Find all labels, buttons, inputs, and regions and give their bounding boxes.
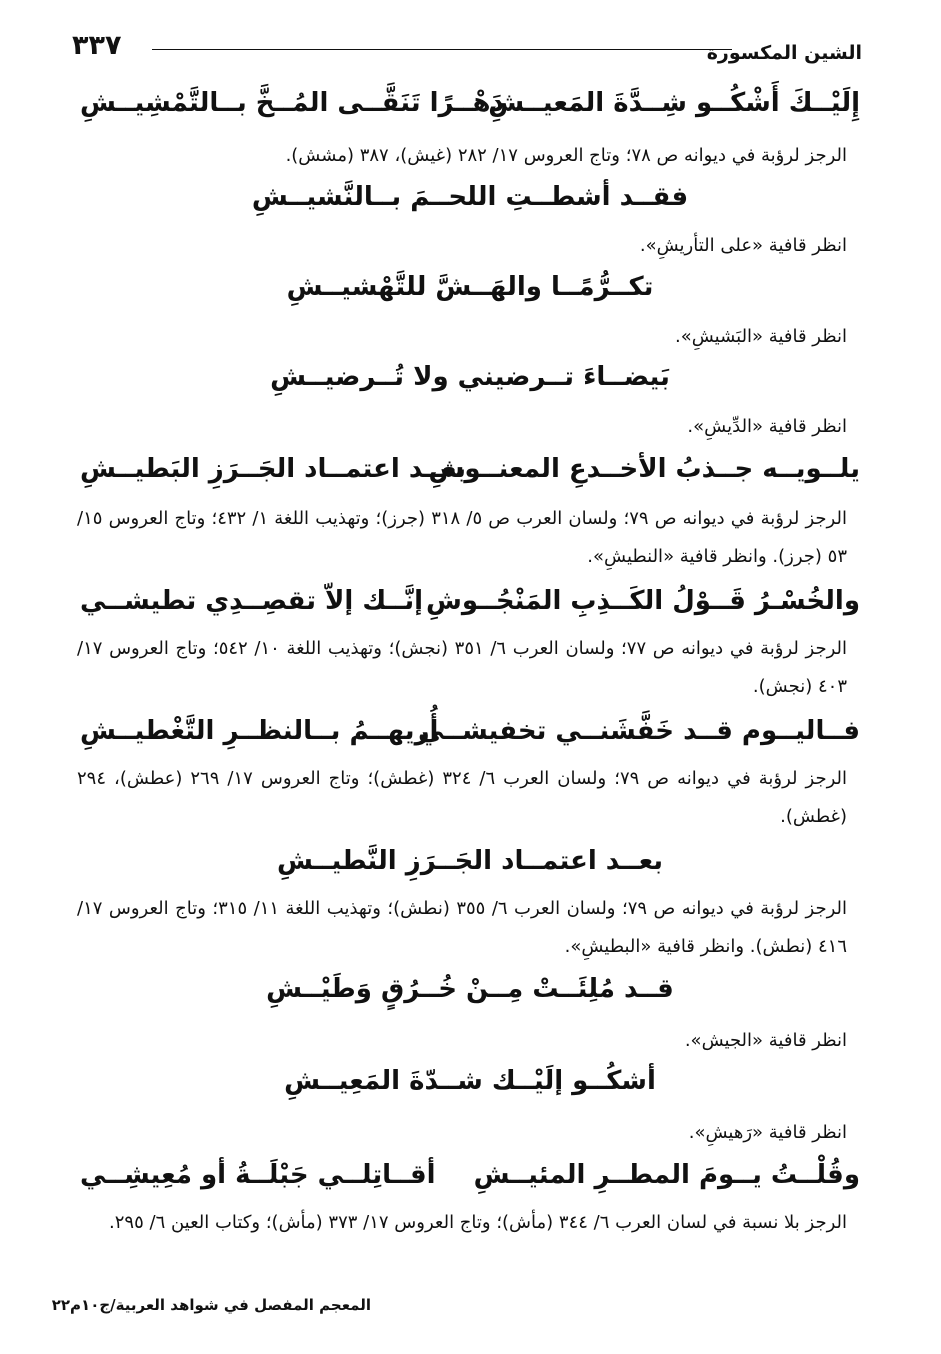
verse-line: تكــرُّمًــا والهَــشَّ للتَّهْشيــشِ <box>286 272 654 302</box>
citation-note: الرجز لرؤبة في ديوانه ص ٧٩؛ ولسان العرب ٦/ ٣٢٤ (غطش)؛ وتاج العروس ١٧/ ٢٦٩ (عطش)، ٢٩٤ (غطش). <box>77 768 847 827</box>
cross-reference-note: انظر قافية «على التأريشِ». <box>639 235 847 256</box>
first-hemistich: والخُسْـرُ قَــوْلُ الكَــذِبِ المَنْجُــوشِ <box>425 586 860 616</box>
first-hemistich: فــاليــوم قــد خَفَّشَنــي تخفيشــي <box>418 716 860 746</box>
cross-reference-note: انظر قافية «رَهيشِ». <box>688 1122 847 1143</box>
page-header <box>72 30 862 70</box>
first-hemistich: إِلَيْــكَ أَشْكُــو شِــدَّةَ المَعيــشِ <box>488 88 860 118</box>
second-hemistich: أُريهــمُ بــالنظــرِ التَّغْطيــشِ <box>80 716 439 746</box>
verse-line: فقــد أشطــتِ اللحــمَ بــالنَّشيــشِ <box>251 182 689 212</box>
verse-line: أشكُــو إلَيْــك شــدّةَ المَعِيــشِ <box>284 1066 656 1096</box>
citation-note: الرجز بلا نسبة في لسان العرب ٦/ ٣٤٤ (مأش)؛ وتاج العروس ١٧/ ٣٧٣ (مأش)؛ وكتاب العين ٦/ ٢٩٥. <box>109 1212 847 1233</box>
second-hemistich: دَهْــرًا تَنَقَّــى المُــخَّ بــالتَّمْشِيــشِ <box>80 88 504 118</box>
citation-note: الرجز لرؤبة في ديوانه ص ٧٧؛ ولسان العرب ٦/ ٣٥١ (نجش)؛ وتهذيب اللغة ١٠/ ٥٤٢؛ وتاج العروس ١٧/ ٤٠٣ (نجش). <box>77 638 848 697</box>
section-title: الشين المكسورة <box>706 42 862 64</box>
verse-line: بعــد اعتمــاد الجَــرَزِ النَّطيــشِ <box>276 846 664 876</box>
citation-note: الرجز لرؤبة في ديوانه ص ٧٩؛ ولسان العرب ص ٥/ ٣١٨ (جرز)؛ وتهذيب اللغة ١/ ٤٣٢؛ وتاج العروس ١٥/ ٥٣ (جرز). وانظر قافية «النطيشِ». <box>77 508 847 567</box>
cross-reference-note: انظر قافية «الدِّيشِ». <box>687 416 847 437</box>
page-number: ٣٣٧ <box>72 30 122 61</box>
verse-line: قــد مُلِئَــتْ مِــنْ خُــرُقٍ وَطَيْــشِ <box>266 974 674 1004</box>
second-hemistich: أقــاتِلــي جَبْلَــةُ أو مُعِيشِــي <box>80 1160 436 1190</box>
first-hemistich: يلــويــه جــذبُ الأخــدعِ المعنــوشِ <box>428 454 860 484</box>
second-hemistich: بعــد اعتمــاد الجَــرَزِ البَطيــشِ <box>80 454 467 484</box>
verse-line: بَيضــاءَ تــرضيني ولا تُــرضيــشِ <box>270 362 670 392</box>
header-rule <box>152 49 732 50</box>
cross-reference-note: انظر قافية «البَشيشِ». <box>674 326 847 347</box>
cross-reference-note: انظر قافية «الجيش». <box>684 1030 847 1051</box>
citation-note: الرجز لرؤبة في ديوانه ص ٧٩؛ ولسان العرب ٦/ ٣٥٥ (نطش)؛ وتهذيب اللغة ١١/ ٣١٥؛ وتاج العروس ١٧/ ٤١٦ (نطش). وانظر قافية «البطيشِ». <box>77 898 847 957</box>
page-footer: المعجم المفصل في شواهد العربية/ج١٠م٢٢ <box>51 1296 371 1314</box>
first-hemistich: وقُلْــتُ يــومَ المطــرِ المئيــشِ <box>473 1160 860 1190</box>
second-hemistich: إنَّــك إلاّ تقصِــدِي تطيشــي <box>80 586 424 616</box>
citation-note: الرجز لرؤبة في ديوانه ص ٧٨؛ وتاج العروس ١٧/ ٢٨٢ (غيش)، ٣٨٧ (مشش). <box>285 145 847 166</box>
